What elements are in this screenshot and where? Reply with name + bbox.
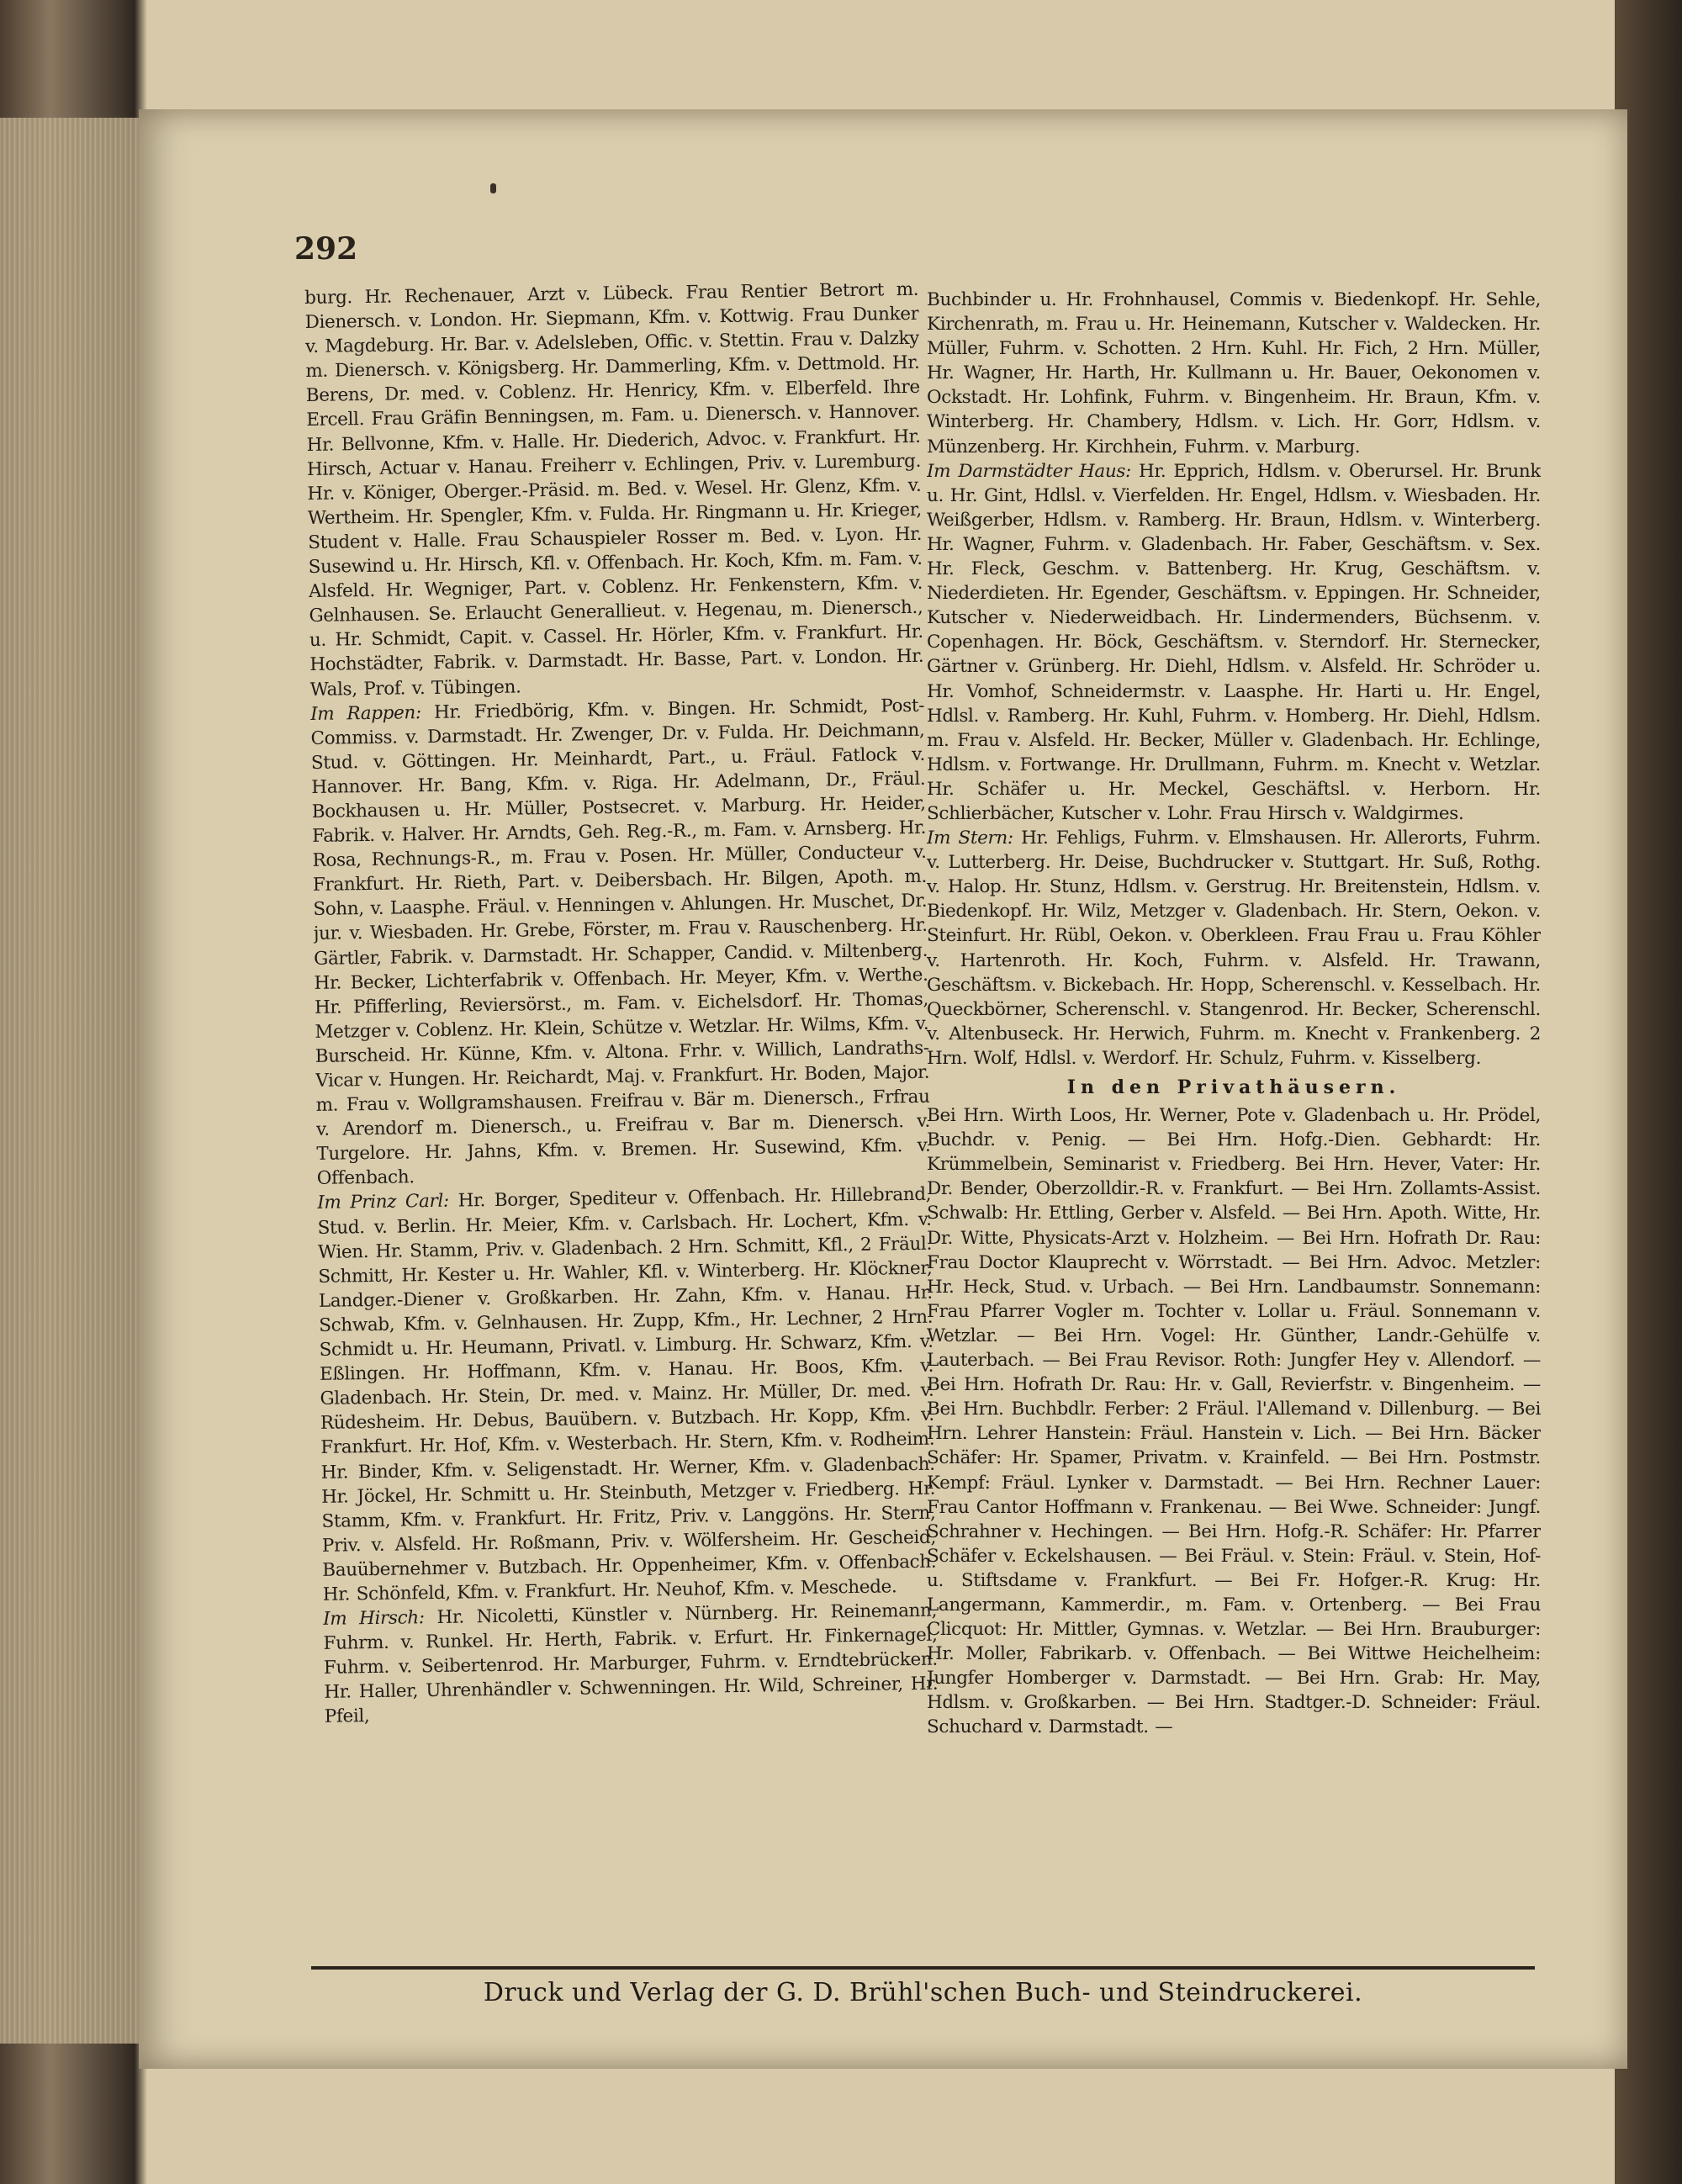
printer-imprint: Druck und Verlag der G. D. Brühl'schen Buch- und Steindruckerei. <box>483 1978 1363 2007</box>
left-column <box>304 278 942 1959</box>
right-section-privathaeuser: Bei Hrn. Wirth Loos, Hr. Werner, Pote v. Gladenbach u. Hr. Prödel, Buchdr. v. Penig. — Bei Hrn. Hofg.-Dien. Gebhardt: Hr. Krümmelbein, Seminarist v. Friedberg. Bei Hrn. Hever, Vater: Hr. Dr. Bender, Oberzolldir.-R. v. Frankfurt. — Bei Hrn. Zollamts-Assist. Schwalb: Hr. Ettling, Gerber v. Alsfeld. — Bei Hrn. Apoth. Witte, Hr. Dr. Witte, Physicats-Arzt v. Holzheim. — Bei Hrn. Hofrath Dr. Rau: Frau Doctor Klauprecht v. Wörrstadt. — Bei Hrn. Advoc. Metzler: Hr. Heck, Stud. v. Urbach. — Bei Hrn. Landbaumstr. Sonnemann: Frau Pfarrer Vogler m. Tochter v. Lollar u. Fräul. Sonnemann v. Wetzlar. — Bei Hrn. Vogel: Hr. Günther, Landr.-Gehülfe v. Lauterbach. — Bei Frau Revisor. Roth: Jungfer Hey v. Allendorf. — Bei Hrn. Hofrath Dr. Rau: Hr. v. Gall, Revierfstr. v. Bingenheim. — Bei Hrn. Buchbdlr. Ferber: 2 Fräul. l'Allemand v. Dillenburg. — Bei Hrn. Lehrer Hanstein: Fräul. Hanstein v. Lich. — Bei Hrn. Bäcker Schäfer: Hr. Spamer, Privatm. v. Krainfeld. — Bei Hrn. Postmstr. Kempf: Fräul. Lynker v. Darmstadt. — Bei Hrn. Rechner Lauer: Frau Cantor Hoffmann v. Frankenau. — Bei Wwe. Schneider: Jungf. Schrahner v. Hechingen. — Bei Hrn. Hofg.-R. Schäfer: Hr. Pfarrer Schäfer v. Eckelshausen. — Bei Fräul. v. Stein: Fräul. v. Stein, Hof- u. Stiftsdame v. Frankfurt. — Bei Fr. Hofger.-R. Krug: Hr. Langermann, Kammerdir., m. Fam. v. Ortenberg. — Bei Frau Clicquot: Hr. Mittler, Gymnas. v. Wetzlar. — Bei Hrn. Brauburger: Hr. Moller, Fabrikarb. v. Offenbach. — Bei Wittwe Heichelheim: Jungfer Homberger v. Darmstadt. — Bei Hrn. Grab: Hr. May, Hdlsm. v. Großkarben. — Bei Hrn. Stadtger.-D. Schneider: Fräul. Schuchard v. Darmstadt. — <box>927 1105 1541 1738</box>
section-label-darmstaedter-haus: Im Darmstädter Haus: <box>927 460 1131 482</box>
section-label-rappen: Im Rappen: <box>309 701 422 725</box>
section-text-hirsch: Hr. Nicoletti, Künstler v. Nürnberg. Hr. Reinemann, Fuhrm. v. Runkel. Hr. Herth, Fabrik. v. Erfurt. Hr. Finkernagel, Fuhrm. v. Seibertenrod. Hr. Marburger, Fuhrm. v. Erndtebrücken. Hr. Haller, Uhrenhändler v. Schwenningen. Hr. Wild, Schreiner, Hr. Pfeil, <box>323 1600 939 1728</box>
left-para-1: burg. Hr. Rechenauer, Arzt v. Lübeck. Frau Rentier Betrort m. Dienersch. v. London. Hr. Siepmann, Kfm. v. Kottwig. Frau Dunker v. Magdeburg. Hr. Bar. v. Adelsleben, Offic. v. Stettin. Frau v. Dalzky m. Dienersch. v. Königsberg. Hr. Dammerling, Kfm. v. Dettmold. Hr. Berens, Dr. med. v. Coblenz. Hr. Henricy, Kfm. v. Elberfeld. Ihre Ercell. Frau Gräfin Benningsen, m. Fam. u. Dienersch. v. Hannover. Hr. Bellvonne, Kfm. v. Halle. Hr. Diederich, Advoc. v. Frankfurt. Hr. Hirsch, Actuar v. Hanau. Freiherr v. Echlingen, Priv. v. Luremburg. Hr. v. Königer, Oberger.-Präsid. m. Bed. v. Wesel. Hr. Glenz, Kfm. v. Wertheim. Hr. Spengler, Kfm. v. Fulda. Hr. Ringmann u. Hr. Krieger, Student v. Halle. Frau Schauspieler Rosser m. Bed. v. Lyon. Hr. Susewind u. Hr. Hirsch, Kfl. v. Offenbach. Hr. Koch, Kfm. m. Fam. v. Alsfeld. Hr. Wegniger, Part. v. Coblenz. Hr. Fenkenstern, Kfm. v. Gelnhausen. Se. Erlaucht Generallieut. v. Hegenau, m. Dienersch., u. Hr. Schmidt, Capit. v. Cassel. Hr. Hörler, Kfm. v. Frankfurt. Hr. Hochstädter, Fabrik. v. Darmstadt. Hr. Basse, Part. v. London. Hr. Wals, Prof. v. Tübingen. <box>304 278 924 701</box>
left-section-prinz-carl <box>317 1182 937 1607</box>
section-label-prinz-carl: Im Prinz Carl: <box>317 1191 450 1214</box>
right-column <box>927 288 1541 1961</box>
section-text-rappen: Hr. Friedbörig, Kfm. v. Bingen. Hr. Schmidt, Post-Commiss. v. Darmstadt. Hr. Zwenger, Dr. v. Fulda. Hr. Deichmann, Stud. v. Göttingen. Hr. Meinhardt, Part., u. Fräul. Fatlock v. Hannover. Hr. Bang, Kfm. v. Riga. Hr. Adelmann, Dr., Fräul. Bockhausen u. Hr. Müller, Postsecret. v. Marburg. Hr. Heider, Fabrik. v. Halver. Hr. Arndts, Geh. Reg.-R., m. Fam. v. Arnsberg. Hr. Rosa, Rechnungs-R., m. Frau v. Posen. Hr. Müller, Conducteur v. Frankfurt. Hr. Rieth, Part. v. Deibersbach. Hr. Bilgen, Apoth. m. Sohn, v. Laasphe. Fräul. v. Henningen v. Ahlungen. Hr. Muschet, Dr. jur. v. Wiesbaden. Hr. Grebe, Förster, m. Frau v. Rauschenberg. Hr. Gärtler, Fabrik. v. Darmstadt. Hr. Schapper, Candid. v. Miltenberg. Hr. Becker, Lichterfabrik v. Offenbach. Hr. Meyer, Kfm. v. Werthe. Hr. Pfifferling, Reviersörst., m. Fam. v. Eichelsdorf. Hr. Thomas, Metzger v. Coblenz. Hr. Klein, Schütze v. Wetzlar. Hr. Wilms, Kfm. v. Burscheid. Hr. Künne, Kfm. v. Altona. Frhr. v. Willich, Landraths-Vicar v. Hungen. Hr. Reichardt, Maj. v. Frankfurt. Hr. Boden, Major. m. Frau v. Wollgramshausen. Freifrau v. Bär m. Dienersch., Frfrau v. Arendorf m. Dienersch., u. Freifrau v. Bar m. Dienersch. v. Turgelore. Hr. Jahns, Kfm. v. Bremen. Hr. Susewind, Kfm. v. Offenbach. <box>310 695 931 1190</box>
page-number: 292 <box>294 231 358 267</box>
left-section-hirsch <box>323 1599 939 1730</box>
right-section-darmstaedter-haus <box>927 459 1541 826</box>
right-section-stern <box>927 826 1541 1071</box>
section-label-hirsch: Im Hirsch: <box>322 1607 425 1630</box>
left-section-rappen <box>310 693 931 1191</box>
footer-rule <box>311 1966 1535 1970</box>
ink-mark <box>490 183 496 193</box>
section-text-darmstaedter-haus: Hr. Epprich, Hdlsm. v. Oberursel. Hr. Brunk u. Hr. Gint, Hdlsl. v. Vierfelden. Hr. Engel, Hdlsm. v. Wiesbaden. Hr. Weißgerber, Hdlsm. v. Ramberg. Hr. Braun, Hdlsm. v. Winterberg. Hr. Wagner, Fuhrm. v. Gladenbach. Hr. Faber, Geschäftsm. v. Sex. Hr. Fleck, Geschm. v. Battenberg. Hr. Krug, Geschäftsm. v. Niederdieten. Hr. Egender, Geschäftsm. v. Eppingen. Hr. Schneider, Kutscher v. Niederweidbach. Hr. Lindermenders, Büchsenm. v. Copenhagen. Hr. Böck, Geschäftsm. v. Sterndorf. Hr. Sternecker, Gärtner v. Grünberg. Hr. Diehl, Hdlsm. v. Alsfeld. Hr. Schröder u. Hr. Vomhof, Schneidermstr. v. Laasphe. Hr. Harti u. Hr. Engel, Hdlsl. v. Ramberg. Hr. Kuhl, Fuhrm. v. Homberg. Hr. Diehl, Hdlsm. m. Frau v. Alsfeld. Hr. Becker, Müller v. Gladenbach. Hr. Echlinge, Hdlsm. v. Fortwange. Hr. Drullmann, Fuhrm. m. Knecht v. Wetzlar. Hr. Schäfer u. Hr. Meckel, Geschäftsl. v. Herborn. Hr. Schlierbächer, Kutscher v. Lohr. Frau Hirsch v. Waldgirmes. <box>927 460 1541 824</box>
section-label-stern: Im Stern: <box>927 828 1013 849</box>
book-page-edges <box>0 118 147 2044</box>
section-text-stern: Hr. Fehligs, Fuhrm. v. Elmshausen. Hr. Allerorts, Fuhrm. v. Lutterberg. Hr. Deise, Buchdrucker v. Stuttgart. Hr. Suß, Rothg. v. Halop. Hr. Stunz, Hdlsm. v. Gerstrug. Hr. Breitenstein, Hdlsm. v. Biedenkopf. Hr. Wilz, Metzger v. Gladenbach. Hr. Stern, Oekon. v. Steinfurt. Hr. Rübl, Oekon. v. Oberkleen. Frau Frau u. Frau Köhler v. Hartenroth. Hr. Koch, Fuhrm. v. Alsfeld. Hr. Trawann, Geschäftsm. v. Bickebach. Hr. Hopp, Scherenschl. v. Kesselbach. Hr. Queckbörner, Scherenschl. v. Stangenrod. Hr. Becker, Scherenschl. v. Altenbuseck. Hr. Herwich, Fuhrm. m. Knecht v. Frankenberg. 2 Hrn. Wolf, Hdlsl. v. Werdorf. Hr. Schulz, Fuhrm. v. Kisselberg. <box>927 828 1541 1069</box>
right-para-1: Buchbinder u. Hr. Frohnhausel, Commis v. Biedenkopf. Hr. Sehle, Kirchenrath, m. Frau u. Hr. Heinemann, Kutscher v. Waldecken. Hr. Müller, Fuhrm. v. Schotten. 2 Hrn. Kuhl. Hr. Fich, 2 Hrn. Müller, Hr. Wagner, Hr. Harth, Hr. Kullmann u. Hr. Bauer, Oekonomen v. Ockstadt. Hr. Lohfink, Fuhrm. v. Bingenheim. Hr. Braun, Kfm. v. Winterberg. Hr. Chambery, Hdlsm. v. Lich. Hr. Gorr, Hdlsm. v. Münzenberg. Hr. Kirchhein, Fuhrm. v. Marburg. <box>927 289 1541 457</box>
section-text-prinz-carl: Hr. Borger, Spediteur v. Offenbach. Hr. Hillebrand, Stud. v. Berlin. Hr. Meier, Kfm. v. Carlsbach. Hr. Lochert, Kfm. v. Wien. Hr. Stamm, Priv. v. Gladenbach. 2 Hrn. Schmitt, Kfl., 2 Fräul. Schmitt, Hr. Kester u. Hr. Wahler, Kfl. v. Winterberg. Hr. Klöckner, Landger.-Diener v. Großkarben. Hr. Zahn, Kfm. v. Hanau. Hr. Schwab, Kfm. v. Gelnhausen. Hr. Zupp, Kfm., Hr. Lechner, 2 Hrn. Schmidt u. Hr. Heumann, Privatl. v. Limburg. Hr. Schwarz, Kfm. v. Eßlingen. Hr. Hoffmann, Kfm. v. Hanau. Hr. Boos, Kfm. v. Gladenbach. Hr. Stein, Dr. med. v. Mainz. Hr. Müller, Dr. med. v. Rüdesheim. Hr. Debus, Bauübern. v. Butzbach. Hr. Kopp, Kfm. v. Frankfurt. Hr. Hof, Kfm. v. Westerbach. Hr. Stern, Kfm. v. Rodheim. Hr. Binder, Kfm. v. Seligenstadt. Hr. Werner, Kfm. v. Gladenbach. Hr. Jöckel, Hr. Schmitt u. Hr. Steinbuth, Metzger v. Friedberg. Hr. Stamm, Kfm. v. Frankfurt. Hr. Fritz, Priv. v. Langgöns. Hr. Stern, Priv. v. Alsfeld. Hr. Roßmann, Priv. v. Wölfersheim. Hr. Gescheid, Bauübernehmer v. Butzbach. Hr. Oppenheimer, Kfm. v. Offenbach. Hr. Schönfeld, Kfm. v. Frankfurt. Hr. Neuhof, Kfm. v. Meschede. <box>317 1184 937 1605</box>
privathaeuser-heading: In den Privathäusern. <box>1066 1076 1401 1098</box>
